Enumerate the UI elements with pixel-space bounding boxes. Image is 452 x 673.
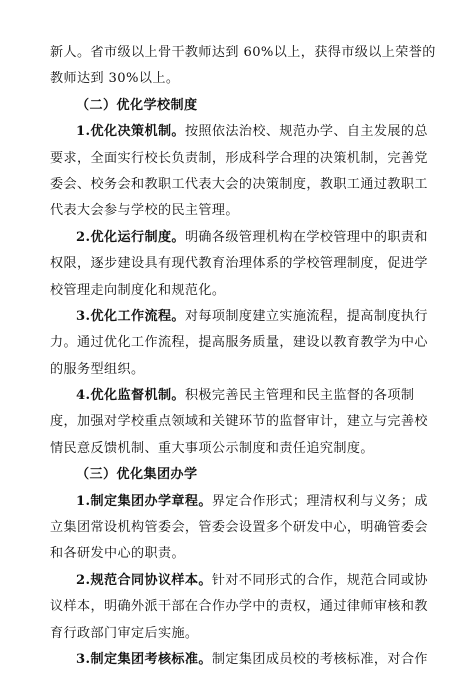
item-body-text: 制定集团成员校的考核标准，对合作 [211,651,428,667]
body-text-line: 和各研发中心的职责。 [50,546,185,562]
item-body-text: 明确各级管理机构在学校管理中的职责和 [184,229,428,245]
numbered-item-first-line [50,568,428,594]
document-page [50,40,436,673]
numbered-item-first-line [50,383,415,409]
item-body-text: 按照依法治校、规范办学、自主发展的总 [184,124,428,140]
body-text-line: 权限，逐步建设具有现代教育治理体系的学校管理制度，促进学 [50,256,428,272]
numbered-item-first-line [50,225,428,251]
section-heading: （二）优化学校制度 [76,97,198,113]
body-text-line: 力。通过优化工作流程，提高服务质量，建设以教育教学为中心 [50,335,428,351]
numbered-item-first-line [50,489,428,515]
body-text-line: 要求，全面实行校长负责制，形成科学合理的决策机制，完善党 [50,150,428,166]
body-text-line: 委会、校务会和教职工代表大会的决策制度，教职工通过教职工 [50,176,428,192]
numbered-item-first-line [50,119,428,145]
section-heading: （三）优化集团办学 [76,467,198,483]
numbered-item-first-line [50,304,428,330]
item-lead-title: 1.优化决策机制。 [76,124,185,140]
item-lead-title: 3.制定集团考核标准。 [76,651,212,667]
numbered-item-first-line [50,647,428,673]
item-lead-title: 1.制定集团办学章程。 [76,493,212,509]
item-lead-title: 3.优化工作流程。 [76,308,185,324]
body-text-line: 教师达到 30%以上。 [50,71,180,87]
body-text-line: 育行政部门审定后实施。 [50,625,199,641]
body-text-line: 校管理走向制度化和规范化。 [50,282,226,298]
body-text-line: 的服务型组织。 [50,361,145,377]
item-lead-title: 2.优化运行制度。 [76,229,185,245]
body-text-line: 情民意反馈机制、重大事项公示制度和责任追究制度。 [50,440,374,456]
item-body-text: 界定合作形式；理清权利与义务；成 [211,493,428,509]
body-text-line: 度，加强对学校重点领域和关键环节的监督审计，建立与完善校 [50,414,428,430]
item-lead-title: 4.优化监督机制。 [76,388,185,404]
body-text-line: 新人。省市级以上骨干教师达到 60%以上，获得市级以上荣誉的 [50,45,436,60]
item-lead-title: 2.规范合同协议样本。 [76,572,212,588]
item-body-text: 积极完善民主管理和民主监督的各项制 [184,388,415,404]
body-text-line: 议样本，明确外派干部在合作办学中的责权，通过律师审核和教 [50,599,428,615]
body-text-line: 代表大会参与学校的民主管理。 [50,203,239,219]
body-text-line: 立集团常设机构管委会，管委会设置多个研发中心，明确管委会 [50,520,428,536]
item-body-text: 针对不同形式的合作，规范合同或协 [211,572,428,588]
item-body-text: 对每项制度建立实施流程，提高制度执行 [184,308,428,324]
